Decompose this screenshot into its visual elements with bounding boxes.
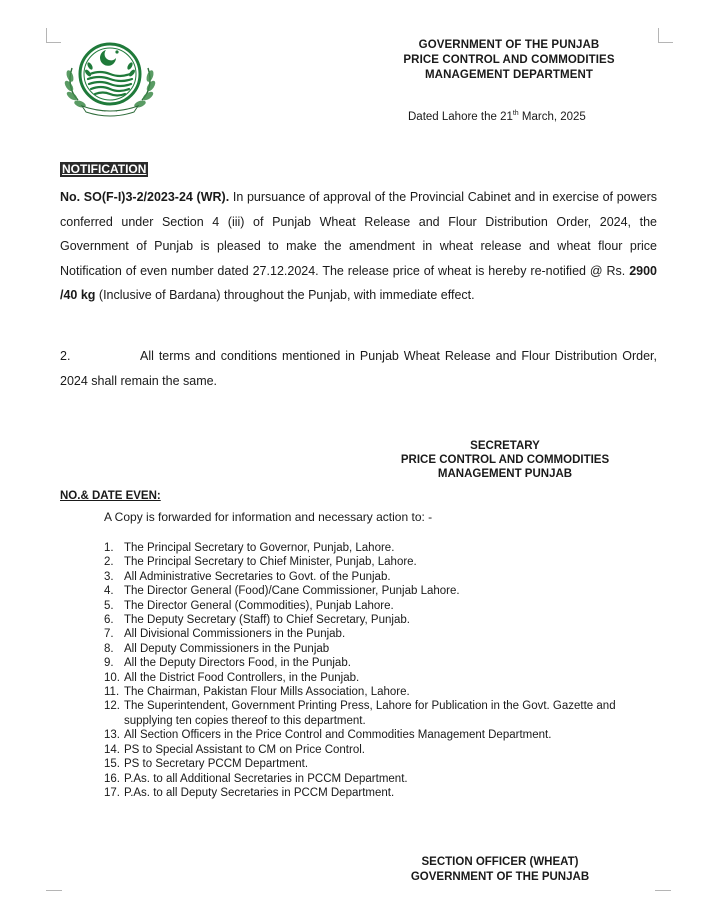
signature-line: GOVERNMENT OF THE PUNJAB	[410, 870, 590, 883]
list-item-text: The Director General (Food)/Cane Commissioner, Punjab Lahore.	[124, 585, 460, 598]
header-line: GOVERNMENT OF THE PUNJAB	[418, 39, 600, 51]
list-item-number: 9.	[104, 657, 114, 670]
list-item-number: 5.	[104, 599, 114, 612]
list-item	[104, 743, 664, 757]
list-item	[104, 613, 664, 627]
list-item-number: 4.	[104, 585, 114, 598]
list-item-number: 15.	[104, 758, 120, 771]
dated-prefix: Dated Lahore the 21	[408, 110, 513, 123]
recipient-list	[104, 541, 664, 800]
list-item	[104, 786, 664, 800]
list-item-number: 17.	[104, 786, 120, 799]
list-item-text: The Superintendent, Government Printing Press, Lahore for Publication in the Govt. Gazette and supplying ten copies thereof to this department.	[124, 700, 616, 727]
list-item	[104, 642, 664, 656]
list-item-number: 14.	[104, 743, 120, 756]
list-item	[104, 772, 664, 786]
header-line: MANAGEMENT DEPARTMENT	[425, 69, 593, 81]
paragraph-text: (Inclusive of Bardana) throughout the Punjab, with immediate effect.	[95, 288, 475, 303]
list-item	[104, 685, 664, 699]
notification-reference: No. SO(F-I)3-2/2023-24 (WR).	[60, 190, 230, 204]
list-item-text: PS to Special Assistant to CM on Price Control.	[124, 743, 365, 756]
list-item-number: 8.	[104, 642, 114, 655]
list-item-text: All Deputy Commissioners in the Punjab	[124, 642, 330, 655]
list-item	[104, 555, 664, 569]
list-item-number: 10.	[104, 671, 120, 684]
list-item-number: 12.	[104, 700, 120, 713]
list-item	[104, 728, 664, 742]
list-item	[104, 627, 664, 641]
list-item-text: All Divisional Commissioners in the Punjab.	[124, 628, 346, 641]
list-item-text: The Principal Secretary to Governor, Punjab, Lahore.	[124, 542, 395, 554]
list-item-number: 3.	[104, 570, 114, 583]
list-item-text: All Administrative Secretaries to Govt. of the Punjab.	[124, 570, 391, 583]
list-item-text: The Chairman, Pakistan Flour Mills Association, Lahore.	[124, 686, 410, 699]
no-date-even-label: NO.& DATE EVEN:	[60, 490, 161, 502]
list-item	[104, 656, 664, 670]
svg-text:~ ~ ~: ~ ~ ~	[102, 109, 118, 115]
list-item	[104, 671, 664, 685]
signature-line: PRICE CONTROL AND COMMODITIES	[400, 454, 610, 466]
list-item-number: 7.	[104, 628, 114, 641]
wheat-release-price: 2900 /40 kg	[60, 263, 657, 303]
list-item-text: PS to Secretary PCCM Department.	[124, 758, 309, 771]
copy-forwarded-text: A Copy is forwarded for information and necessary action to: -	[104, 510, 433, 524]
list-item	[104, 584, 664, 598]
list-item-text: The Deputy Secretary (Staff) to Chief Secretary, Punjab.	[124, 614, 410, 627]
scan-corner-mark	[46, 28, 61, 43]
list-item	[104, 599, 664, 613]
scan-corner-mark	[658, 28, 673, 43]
dated-line	[408, 110, 586, 123]
signature-line: SECRETARY	[470, 440, 540, 452]
list-item-number: 11.	[104, 686, 120, 699]
list-item-text: All the Deputy Directors Food, in the Punjab.	[124, 657, 351, 670]
government-of-punjab-emblem-icon	[60, 36, 160, 120]
list-item-number: 2.	[104, 556, 114, 569]
notification-title: NOTIFICATION	[62, 162, 147, 176]
list-item-text: The Principal Secretary to Chief Minister, Punjab, Lahore.	[124, 556, 417, 569]
secretary-signature-block	[380, 439, 630, 481]
list-item-text: All the District Food Controllers, in the Punjab.	[124, 671, 360, 684]
list-item	[104, 699, 664, 728]
list-item-text: All Section Officers in the Price Control and Commodities Management Department.	[124, 729, 552, 742]
scan-corner-mark	[46, 890, 62, 905]
list-item-number: 6.	[104, 614, 114, 627]
list-item-number: 1.	[104, 542, 114, 554]
list-item	[104, 570, 664, 584]
paragraph-text: In pursuance of approval of the Provincial Cabinet and in exercise of powers conferred under Section 4 (iii) of Punjab Wheat Release and Flour Distribution Order, 2024, the Government of Punjab is pleased to make the amendment in wheat release and wheat flour price Notification of even number dated 27.12.2024. The release price of wheat is hereby re-notified @ Rs.	[60, 190, 657, 278]
list-item-number: 16.	[104, 772, 120, 785]
signature-line: MANAGEMENT PUNJAB	[437, 468, 573, 480]
list-item	[104, 541, 664, 555]
government-header	[384, 38, 634, 83]
section-officer-signature-block	[410, 855, 590, 884]
scan-corner-mark	[655, 890, 671, 905]
notification-paragraph-2	[60, 344, 657, 393]
dated-suffix: March, 2025	[518, 110, 586, 123]
dated-ordinal: th	[512, 110, 519, 117]
list-item	[104, 757, 664, 771]
list-item-text: The Director General (Commodities), Punjab Lahore.	[124, 599, 394, 612]
list-item-text: P.As. to all Additional Secretaries in PCCM Department.	[124, 772, 408, 785]
paragraph-text: All terms and conditions mentioned in Punjab Wheat Release and Flour Distribution Order, 2024 shall remain the same.	[60, 349, 657, 388]
list-item-text: P.As. to all Deputy Secretaries in PCCM Department.	[124, 786, 395, 799]
header-line: PRICE CONTROL AND COMMODITIES	[403, 54, 615, 66]
notification-paragraph-1	[60, 185, 657, 308]
paragraph-number: 2.	[60, 349, 71, 363]
signature-line: SECTION OFFICER (WHEAT)	[421, 856, 579, 868]
list-item-number: 13.	[104, 729, 120, 742]
